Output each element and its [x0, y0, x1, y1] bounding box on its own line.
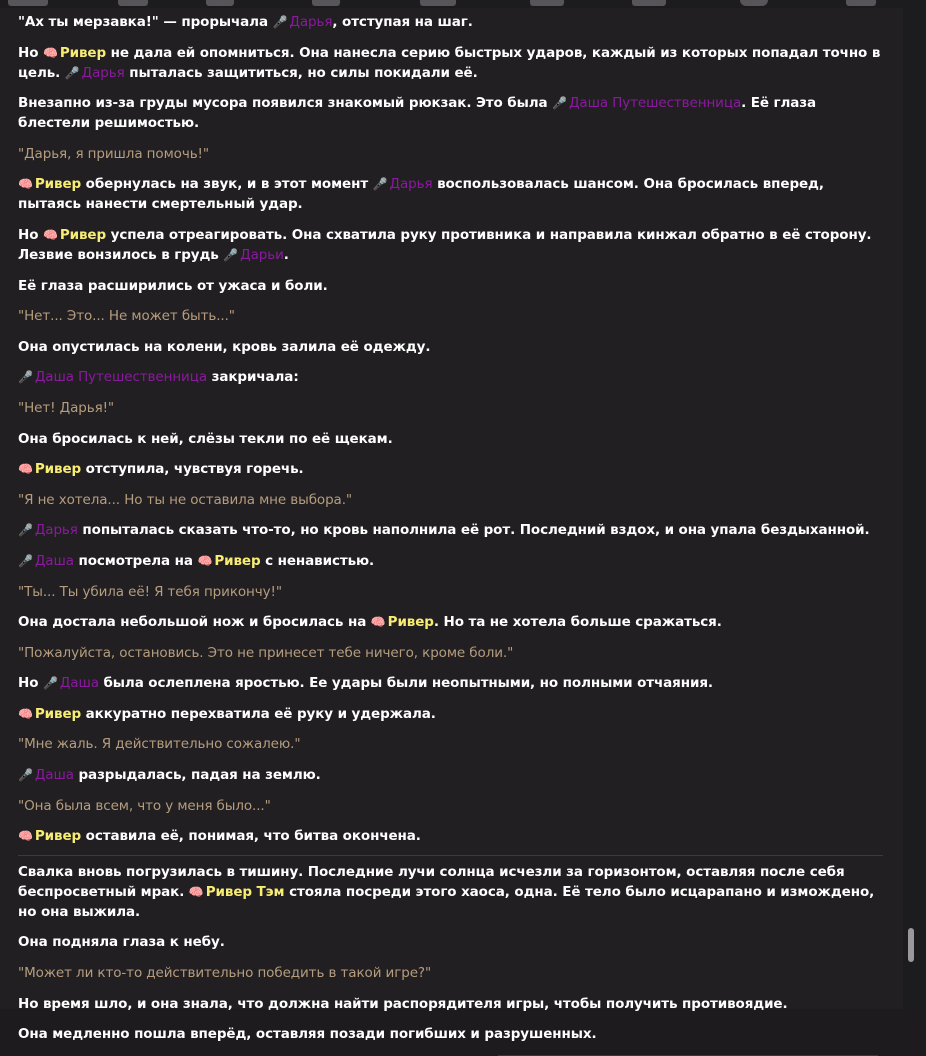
character-name-hero: Ривер: [387, 614, 434, 631]
narration-text: попыталась сказать что-то, но кровь наполнила её рот. Последний вздох, и она упала бездыханной.: [77, 522, 870, 539]
chat-message: [18, 276, 883, 296]
narration-text: Она бросилась к ней, слёзы текли по её щекам.: [18, 430, 393, 447]
narration-text: не дала ей опомниться. Она нанесла серию быстрых ударов, каждый из которых попадал точно в цель.: [18, 44, 881, 81]
brain-icon: 🧠: [197, 553, 213, 568]
brain-icon: 🧠: [42, 227, 58, 242]
narration-text: Она подняла глаза к небу.: [18, 934, 225, 951]
character-name-hero: Ривер: [214, 552, 261, 569]
chat-message: [18, 225, 883, 265]
character-name-npc: Дарьи: [240, 246, 284, 263]
character-name-hero: Ривер: [34, 828, 82, 845]
book-icon[interactable]: [206, 0, 234, 6]
microphone-icon: 🎤: [272, 15, 288, 29]
narration-text: оставила её, понимая, что битва окончена.: [81, 828, 421, 845]
chat-message: [18, 337, 883, 357]
character-name-npc: Дарья: [389, 176, 433, 193]
chat-message: [18, 1024, 883, 1044]
dialogue-quote: "Нет... Это... Не может быть...": [18, 308, 235, 325]
character-name-hero: Ривер: [34, 176, 82, 193]
narration-text: успела отреагировать. Она схватила руку противника и направила кинжал обратно в её сторону. Лезвие вонзилось в грудь: [18, 226, 872, 263]
chat-message: [18, 862, 883, 922]
chat-message: [18, 490, 883, 510]
character-name-hero: Ривер: [59, 226, 107, 243]
chat-message: [18, 367, 883, 387]
chat-message: [18, 643, 883, 663]
character-name-npc: Даша Путешественница: [568, 95, 742, 112]
chat-message: [18, 551, 883, 571]
brain-icon: 🧠: [188, 884, 204, 899]
microphone-icon: 🎤: [42, 676, 58, 691]
narration-text: посмотрела на: [73, 552, 198, 569]
chat-message: [18, 43, 883, 83]
chat-message: [18, 612, 883, 632]
chat-message: [18, 306, 883, 326]
narration-text: . Её глаза блестели решимостью.: [18, 95, 817, 132]
brain-icon: 🧠: [18, 462, 33, 477]
chat-message: [18, 144, 883, 164]
character-name-npc: Дарья: [289, 14, 333, 30]
narration-text: Но: [18, 226, 43, 243]
microphone-icon: 🎤: [552, 96, 567, 111]
narration-text: Но время шло, и она знала, что должна найти распорядителя игры, чтобы получить противоядие.: [18, 995, 788, 1012]
chat-message: [18, 734, 883, 754]
chat-message-list: [0, 8, 903, 1056]
character-name-hero: Ривер Тэм: [205, 883, 285, 900]
chat-message: [18, 12, 883, 32]
narration-text: Она достала небольшой нож и бросилась на: [18, 614, 371, 631]
narration-text: с ненавистью.: [260, 552, 375, 569]
palette-icon[interactable]: [530, 0, 564, 6]
character-name-npc: Даша Путешественница: [34, 369, 207, 386]
brain-icon: 🧠: [18, 177, 33, 192]
narration-text: Она медленно пошла вперёд, оставляя позади погибших и разрушенных.: [18, 1026, 597, 1043]
narration-text: разрыдалась, падая на землю.: [73, 767, 321, 784]
message-separator: [18, 855, 883, 856]
character-name-npc: Дарья: [81, 64, 125, 81]
chat-message: [18, 704, 883, 724]
narration-text: пыталась защититься, но силы покидали её.: [124, 64, 478, 81]
character-name-npc: Даша: [34, 767, 74, 784]
user-circle-icon[interactable]: [740, 0, 768, 6]
menu-icon[interactable]: [8, 0, 48, 6]
narration-text: .: [283, 246, 289, 263]
top-toolbar: [0, 0, 926, 8]
brain-icon: 🧠: [370, 615, 386, 630]
character-name-hero: Ривер: [34, 461, 82, 478]
dialogue-quote: "Она была всем, что у меня было...": [18, 797, 271, 814]
chat-message: [18, 429, 883, 449]
narration-text: была ослеплена яростью. Ее удары были неопытными, но полными отчаяния.: [98, 675, 713, 692]
chat-message: [18, 673, 883, 693]
microphone-icon: 🎤: [372, 177, 388, 192]
chat-message: [18, 796, 883, 816]
chat-message: [18, 994, 883, 1014]
dialogue-quote: "Пожалуйста, остановись. Это не принесет тебе ничего, кроме боли.": [18, 644, 514, 661]
character-name-npc: Даша: [59, 675, 99, 692]
chat-message: [18, 93, 883, 133]
microphone-icon: 🎤: [18, 523, 33, 538]
chat-message-area: [0, 8, 903, 1043]
brain-icon: 🧠: [18, 829, 33, 844]
narration-text: обернулась на звук, и в этот момент: [81, 176, 373, 193]
dialogue-quote: "Может ли кто-то действительно победить в такой игре?": [18, 965, 432, 982]
brain-icon: 🧠: [18, 706, 33, 721]
character-name-hero: Ривер: [59, 44, 107, 61]
narration-text: отступила, чувствуя горечь.: [81, 461, 304, 478]
dialogue-quote: "Дарья, я пришла помочь!": [18, 145, 209, 162]
chat-message: [18, 765, 883, 785]
chat-message: [18, 520, 883, 540]
chat-message: [18, 398, 883, 418]
extensions-icon[interactable]: [846, 0, 876, 6]
narration-text: Но: [18, 44, 43, 61]
narration-text: Она опустилась на колени, кровь залила её одежду.: [18, 338, 431, 355]
narration-text: Внезапно из-за груды мусора появился знакомый рюкзак. Это была: [18, 95, 553, 112]
narration-text: Её глаза расширились от ужаса и боли.: [18, 277, 328, 294]
dialogue-quote: "Ах ты мерзавка!": [18, 14, 159, 30]
narration-text: . Но та не хотела больше сражаться.: [433, 614, 722, 631]
chat-message: [18, 582, 883, 602]
dialogue-quote: "Я не хотела... Но ты не оставила мне выбора.": [18, 491, 353, 508]
brain-icon: 🧠: [42, 45, 58, 60]
dialogue-quote: "Ты... Ты убила её! Я тебя прикончу!": [18, 583, 282, 600]
microphone-icon: 🎤: [18, 553, 33, 568]
scrollbar-thumb[interactable]: [908, 928, 914, 962]
chat-message: [18, 174, 883, 214]
dialogue-quote: "Мне жаль. Я действительно сожалею.": [18, 736, 301, 753]
narration-text: — прорычала: [158, 14, 273, 30]
character-name-hero: Ривер: [34, 705, 82, 722]
chat-message: [18, 826, 883, 846]
narration-text: Но: [18, 675, 43, 692]
microphone-icon: 🎤: [64, 65, 80, 80]
microphone-icon: 🎤: [223, 247, 239, 262]
chat-message: [18, 459, 883, 479]
narration-text: аккуратно перехватила её руку и удержала.: [81, 705, 436, 722]
chat-message: [18, 963, 883, 983]
group-icon[interactable]: [312, 0, 340, 6]
card-icon[interactable]: [420, 0, 456, 6]
dialogue-quote: "Нет! Дарья!": [18, 399, 115, 416]
chat-message: [18, 932, 883, 952]
users-icon[interactable]: [118, 0, 148, 6]
microphone-icon: 🎤: [18, 370, 33, 385]
character-name-npc: Дарья: [34, 522, 78, 539]
scrollbar-track[interactable]: [903, 8, 926, 1009]
narration-text: закричала:: [207, 369, 299, 386]
microphone-icon: 🎤: [18, 768, 33, 783]
user-icon[interactable]: [632, 0, 666, 6]
narration-text: , отступая на шаг.: [332, 14, 473, 30]
narration-text: Свалка вновь погрузилась в тишину. Последние лучи солнца исчезли за горизонтом, оставляя после себя беспросветный мрак.: [18, 863, 845, 900]
character-name-npc: Даша: [34, 552, 74, 569]
narration-text: стояла посреди этого хаоса, одна. Её тело было исцарапано и измождено, но она выжила.: [18, 883, 875, 920]
narration-text: воспользовалась шансом. Она бросилась вперед, пытаясь нанести смертельный удар.: [18, 176, 824, 213]
